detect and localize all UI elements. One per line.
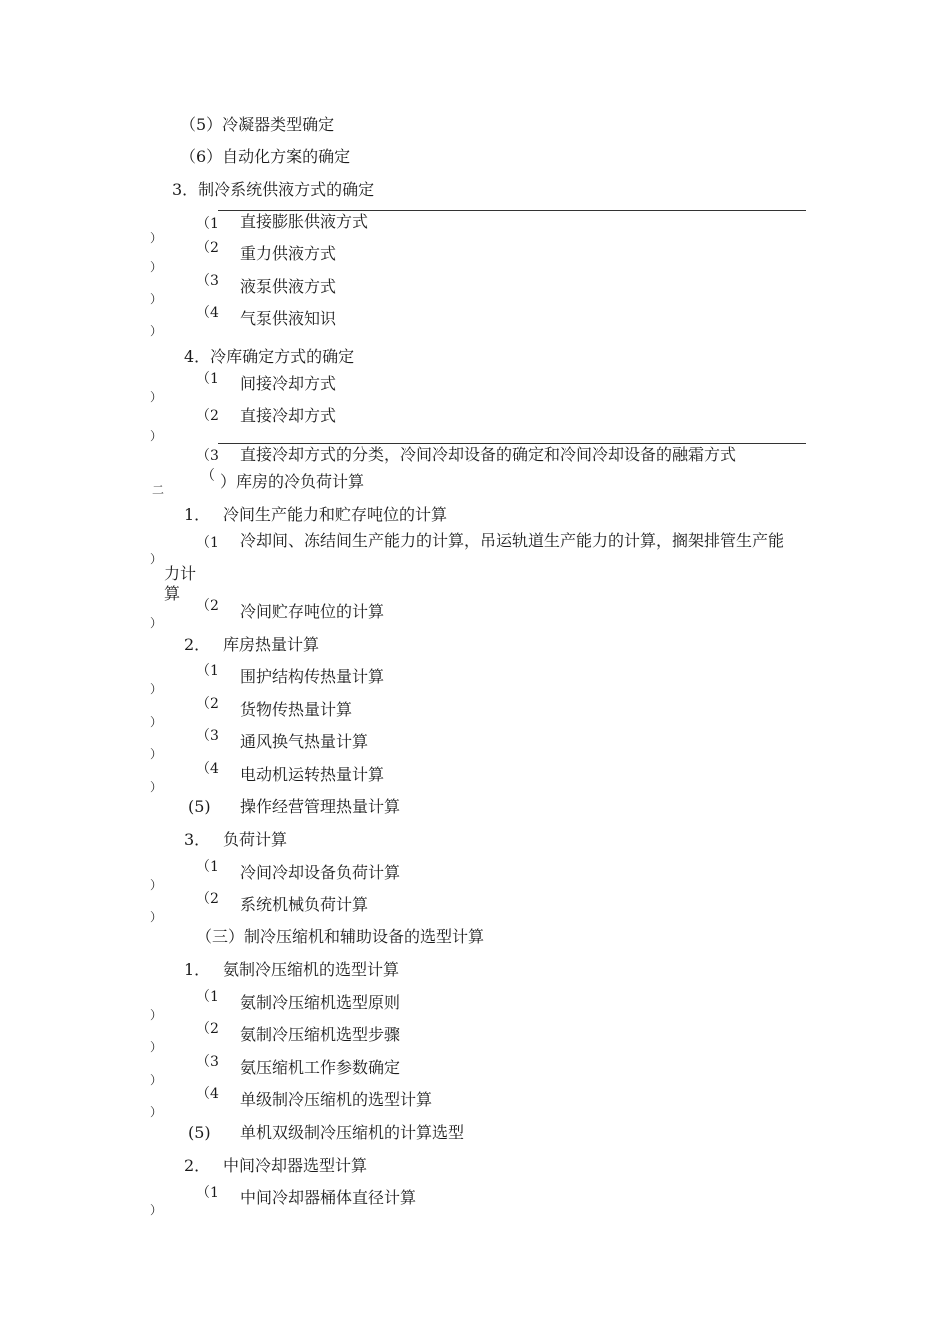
list-item: 气泵供液知识 xyxy=(240,309,337,328)
sub-heading: 中间冷却器选型计算 xyxy=(223,1156,368,1175)
paren-mark: ） xyxy=(150,878,163,892)
section-heading: 4．冷库确定方式的确定 xyxy=(184,347,355,366)
paren-mark: ） xyxy=(150,1105,163,1119)
list-item: 围护结构传热量计算 xyxy=(240,667,385,686)
list-item: 冷间贮存吨位的计算 xyxy=(240,602,385,621)
paren-mark: ） xyxy=(150,1040,163,1054)
paren-mark: ） xyxy=(150,429,163,443)
item-number: （3 xyxy=(196,448,219,464)
list-item: 单级制冷压缩机的选型计算 xyxy=(240,1090,433,1109)
item-number: 1． xyxy=(184,505,211,524)
list-item: 重力供液方式 xyxy=(240,244,337,263)
item-number: 2． xyxy=(184,635,211,654)
item-number: （1 xyxy=(196,535,219,551)
list-item: 冷却间、冻结间生产能力的计算，吊运轨道生产能力的计算，搁架排管生产能 xyxy=(240,531,785,550)
item-number: （ xyxy=(201,468,215,484)
section-number: 二 xyxy=(152,483,165,497)
paren-mark: ） xyxy=(150,292,163,306)
paren-mark: ） xyxy=(150,780,163,794)
item-number: 3． xyxy=(184,830,211,849)
paren-mark: ） xyxy=(150,682,163,696)
paren-mark: ） xyxy=(150,231,163,245)
list-item: 氨制冷压缩机选型原则 xyxy=(240,993,401,1012)
list-item: 直接膨胀供液方式 xyxy=(240,212,369,231)
item-number: （1 xyxy=(196,663,219,679)
item-number: （3 xyxy=(196,273,219,289)
paren-mark: ） xyxy=(150,616,163,630)
item-number: （2 xyxy=(196,240,219,256)
item-number: （4 xyxy=(196,761,219,777)
list-item-continuation: 力计算 xyxy=(164,564,197,603)
item-number: 2． xyxy=(184,1156,211,1175)
item-number: （3 xyxy=(196,728,219,744)
item-number: （2 xyxy=(196,408,219,424)
table-rule xyxy=(218,443,806,444)
item-number: （2 xyxy=(196,891,219,907)
item-number: （3 xyxy=(196,1054,219,1070)
paren-mark: ） xyxy=(150,715,163,729)
sub-heading: 氨制冷压缩机的选型计算 xyxy=(223,960,400,979)
list-item: 间接冷却方式 xyxy=(240,374,337,393)
list-item: （6）自动化方案的确定 xyxy=(180,147,351,166)
table-rule xyxy=(218,210,806,211)
item-number: （2 xyxy=(196,696,219,712)
paren-mark: ） xyxy=(150,324,163,338)
sub-heading: 库房热量计算 xyxy=(223,635,320,654)
list-item: 直接冷却方式的分类，冷间冷却设备的确定和冷间冷却设备的融霜方式 xyxy=(240,445,737,464)
list-item: 液泵供液方式 xyxy=(240,277,337,296)
item-number: （4 xyxy=(196,305,219,321)
list-item: （5）冷凝器类型确定 xyxy=(180,115,335,134)
paren-mark: ） xyxy=(150,1203,163,1217)
paren-mark: ） xyxy=(150,552,163,566)
section-heading: 3．制冷系统供液方式的确定 xyxy=(172,180,375,199)
section-heading: （三）制冷压缩机和辅助设备的选型计算 xyxy=(196,927,485,946)
sub-heading: 负荷计算 xyxy=(223,830,288,849)
item-number: （2 xyxy=(196,598,219,614)
list-item: 中间冷却器桶体直径计算 xyxy=(240,1188,417,1207)
paren-mark: ） xyxy=(150,260,163,274)
item-number: （1 xyxy=(196,989,219,1005)
list-item: 操作经营管理热量计算 xyxy=(240,797,401,816)
list-item: 通风换气热量计算 xyxy=(240,732,369,751)
list-item: 货物传热量计算 xyxy=(240,700,353,719)
list-item: 单机双级制冷压缩机的计算选型 xyxy=(240,1123,465,1142)
paren-mark: ） xyxy=(150,747,163,761)
list-item: 氨制冷压缩机选型步骤 xyxy=(240,1025,401,1044)
item-number: 1． xyxy=(184,960,211,979)
list-item: 电动机运转热量计算 xyxy=(240,765,385,784)
list-item: 直接冷却方式 xyxy=(240,406,337,425)
paren-mark: ） xyxy=(150,910,163,924)
section-heading: ）库房的冷负荷计算 xyxy=(220,472,365,491)
item-number: （4 xyxy=(196,1086,219,1102)
list-item: 氨压缩机工作参数确定 xyxy=(240,1058,401,1077)
item-number: (5) xyxy=(188,797,211,816)
paren-mark: ） xyxy=(150,1073,163,1087)
item-number: (5) xyxy=(188,1123,211,1142)
sub-heading: 冷间生产能力和贮存吨位的计算 xyxy=(223,505,448,524)
item-number: （1 xyxy=(196,371,219,387)
item-number: （1 xyxy=(196,1185,219,1201)
item-number: （1 xyxy=(196,859,219,875)
list-item: 冷间冷却设备负荷计算 xyxy=(240,863,401,882)
list-item: 系统机械负荷计算 xyxy=(240,895,369,914)
item-number: （1 xyxy=(196,216,219,232)
item-number: （2 xyxy=(196,1021,219,1037)
paren-mark: ） xyxy=(150,390,163,404)
paren-mark: ） xyxy=(150,1008,163,1022)
